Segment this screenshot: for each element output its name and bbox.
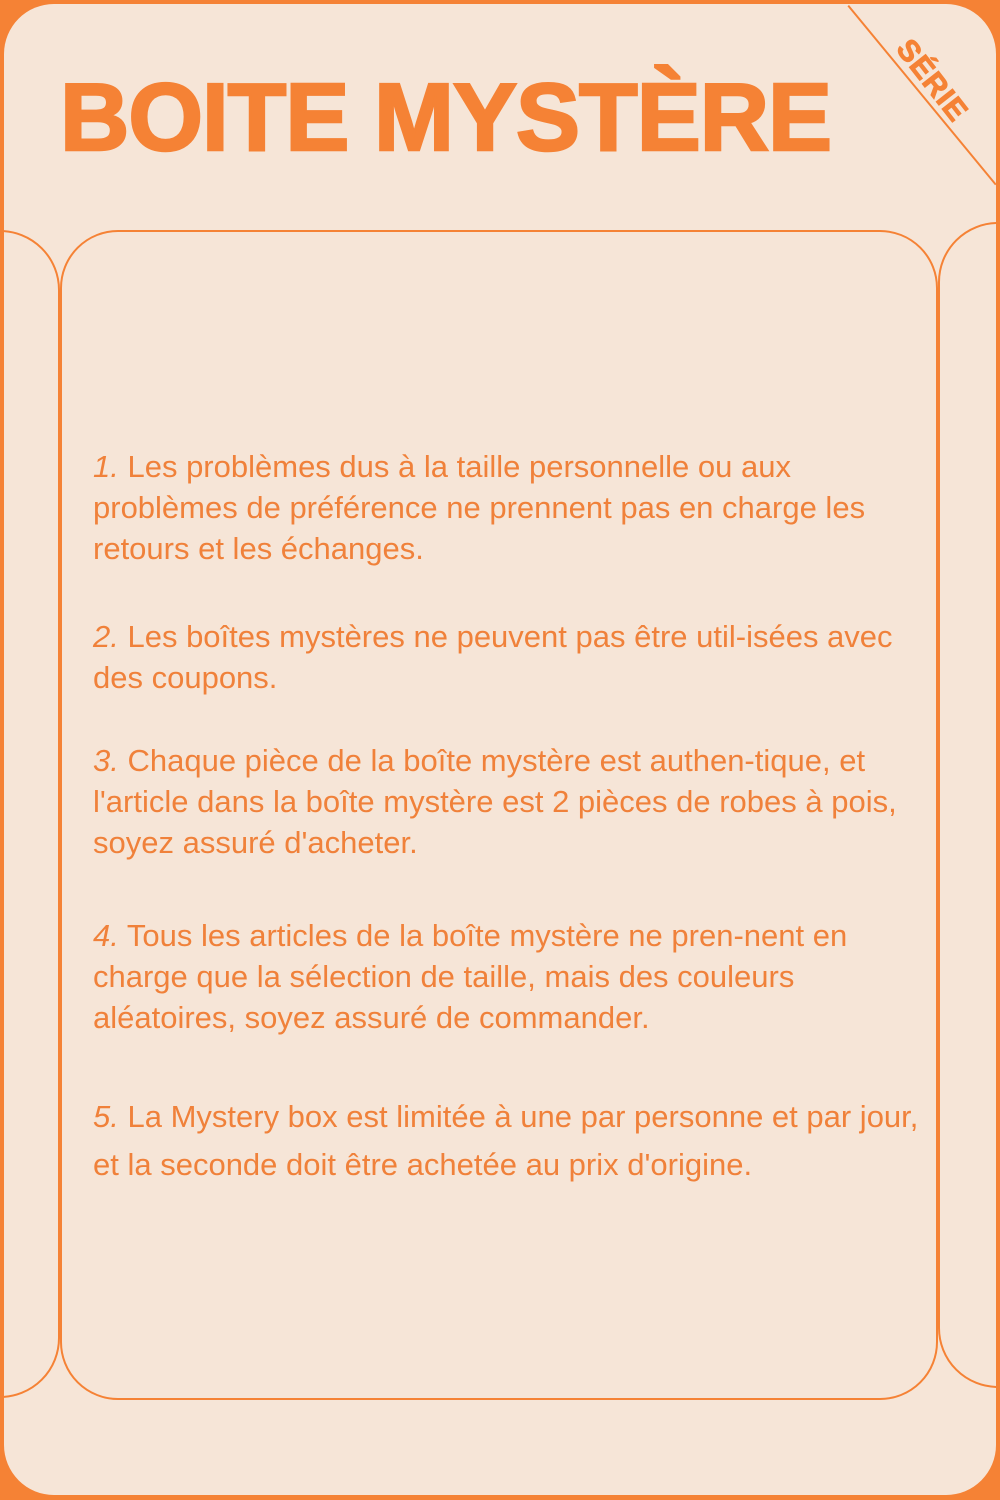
rule-item [93, 740, 933, 863]
rule-text: Les boîtes mystères ne peuvent pas être util-isées avec des coupons. [93, 619, 893, 695]
left-side-frame [4, 230, 60, 1398]
rule-text: Chaque pièce de la boîte mystère est authen-tique, et l'article dans la boîte mystère est 2 pièces de robes à pois, soyez assuré d'acheter. [93, 743, 897, 860]
rules-panel [60, 230, 938, 1400]
rule-text: Les problèmes dus à la taille personnelle ou aux problèmes de préférence ne prennent pas en charge les retours et les échanges. [93, 449, 866, 566]
rule-item [93, 915, 933, 1038]
rule-number: 1. [93, 449, 119, 484]
rules-list [93, 446, 933, 1189]
rule-text: Tous les articles de la boîte mystère ne pren-nent en charge que la sélection de taille, mais des couleurs aléatoires, soyez assuré de commander. [93, 918, 848, 1035]
rule-number: 3. [93, 743, 119, 778]
right-side-frame [938, 222, 996, 1388]
rule-item [93, 446, 933, 569]
rule-number: 4. [93, 918, 119, 953]
card-title: BOITE MYSTÈRE [60, 64, 832, 171]
rule-item [93, 1093, 933, 1189]
rule-number: 2. [93, 619, 119, 654]
rule-text: La Mystery box est limitée à une par personne et par jour, et la seconde doit être achetée au prix d'origine. [93, 1099, 919, 1182]
info-card [4, 4, 996, 1495]
rule-number: 5. [93, 1099, 119, 1134]
series-badge: SÉRIE [889, 33, 975, 129]
rule-item [93, 616, 933, 698]
